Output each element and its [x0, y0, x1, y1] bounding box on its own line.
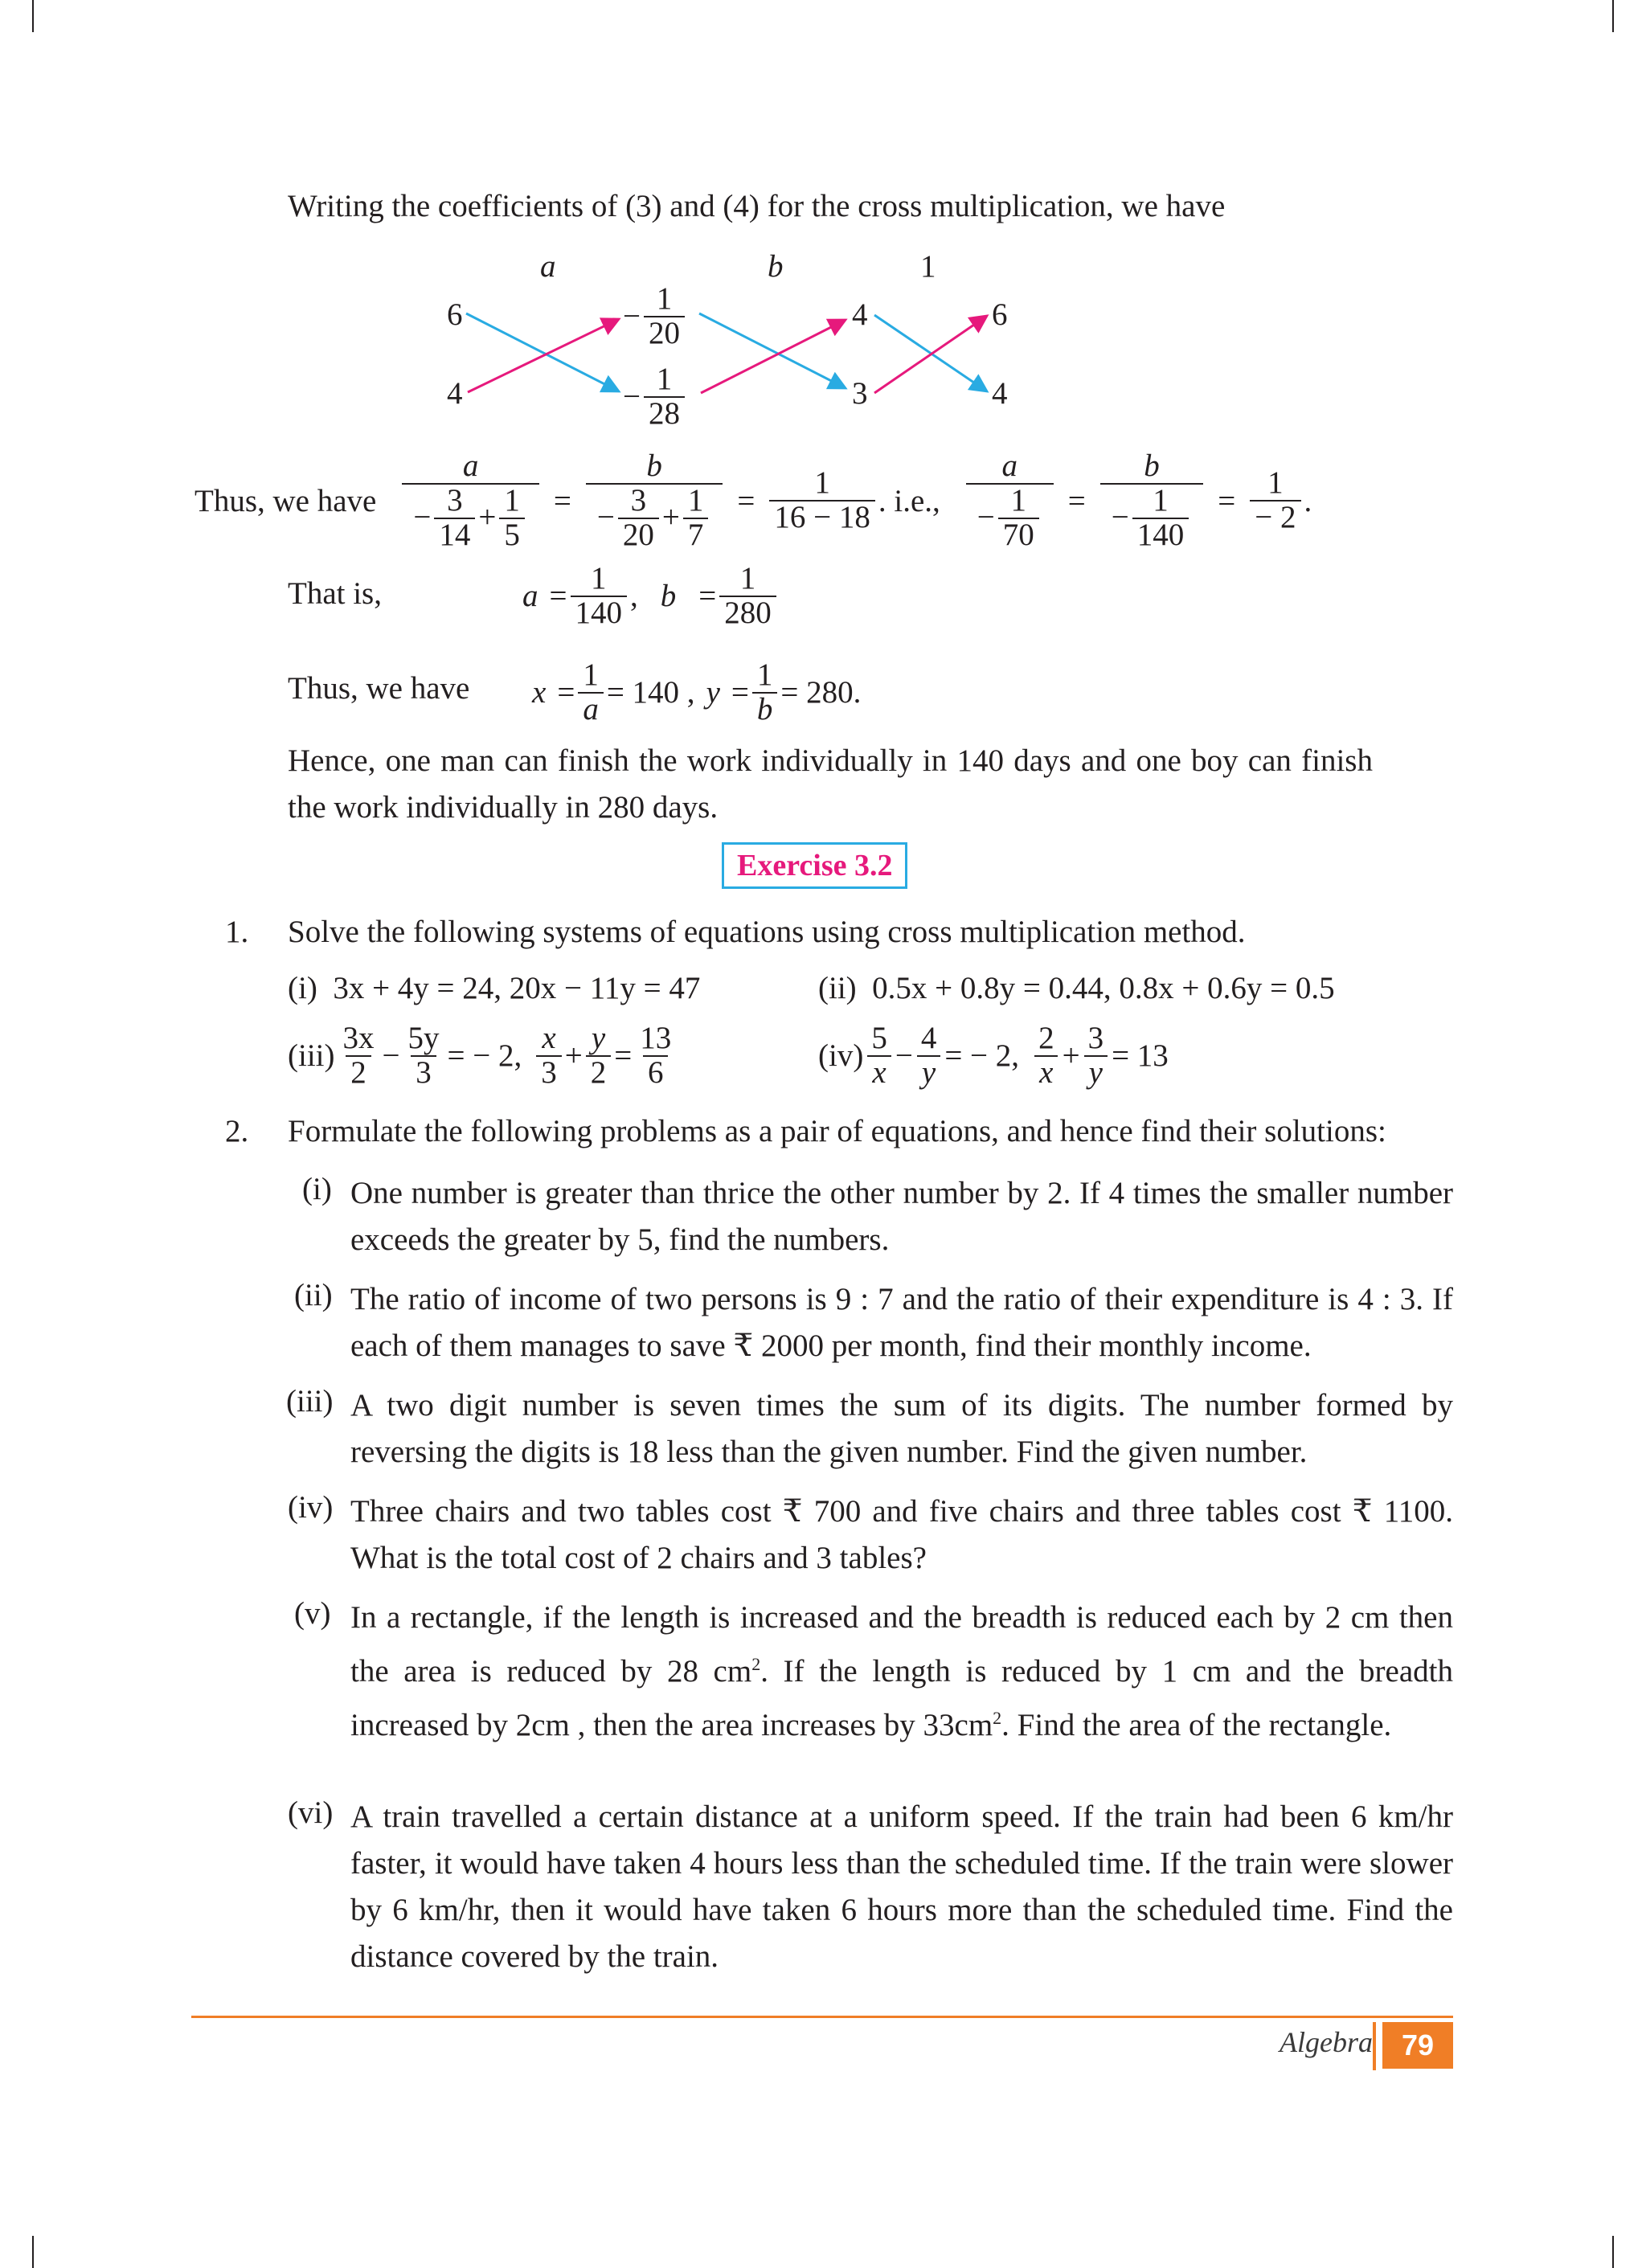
arrow-blue-2 [699, 313, 846, 388]
result-label: Thus, we have [288, 671, 470, 706]
ratio-f2: b − $\frac{3}{20}$ + $\frac{1}{7}$ [586, 450, 723, 552]
cross-arrows [0, 0, 1646, 450]
q2-iv-text: Three chairs and two tables cost ₹ 700 and five chairs and three tables cost ₹ 1100. What is the total cost of 2 chairs and 3 tables? [350, 1494, 1453, 1575]
q2-ii-text: The ratio of income of two persons is 9 : 7 and the ratio of their expenditure is 4 : 3. If each of them manages to save ₹ 2000 per month, find their monthly income. [350, 1282, 1453, 1363]
footer-subject: Algebra [1280, 2026, 1373, 2058]
result-equation: x = $\frac{1}{a}$ = 140 , y = $\frac{1}{b}$ = 280. [532, 657, 862, 727]
coef-d1: 6 [992, 297, 1008, 332]
footer-divider [1373, 2022, 1376, 2070]
that-is-label: That is, [288, 576, 382, 611]
header-b: b [768, 249, 784, 284]
crop-mark-bottom-left [0, 2236, 34, 2268]
coef-c1: 4 [852, 297, 868, 332]
q2-iii-text: A two digit number is seven times the sum of its digits. The number formed by reversing the digits is 18 less than the given number. Find the given number. [350, 1388, 1453, 1469]
coef-c2: 3 [852, 376, 868, 411]
footer-rule [191, 2016, 1453, 2018]
coef-d2: 4 [992, 376, 1008, 411]
ratio-g2: b − $\frac{1}{140}$ [1100, 450, 1204, 552]
ratio-lead: Thus, we have [194, 483, 377, 518]
q2-ii-label: (ii) [294, 1278, 333, 1312]
q2-vi-text: A train travelled a certain distance at a uniform speed. If the train had been 6 km/hr faster, it would have taken 4 hours less than the scheduled time. If the train were slower by 6 km/hr, then it would have taken 6 hours more than the scheduled time. Find the distance covered by the train. [350, 1799, 1453, 1974]
crop-mark-bottom-right [1612, 2236, 1646, 2268]
q1-text: Solve the following systems of equations using cross multiplication method. [288, 915, 1246, 949]
q2-v-label: (v) [294, 1596, 331, 1631]
q2-iv-label: (iv) [288, 1490, 334, 1525]
q2-v-text: In a rectangle, if the length is increased and the breadth is reduced each by 2 cm then the area is reduced by 28 $cm^2$. If the length is reduced by 1 cm and the breadth increased by 2cm , then the area increases by $33cm^2$. Find the area of the rectangle. [350, 1600, 1454, 1742]
q1-iii: (iii) 3x 2 − $\frac{5y}{3}$ = − 2, x 3 + $\frac{y}{2}$ = $\frac{13}{6}$ [288, 1021, 672, 1090]
q1-ii: (ii) 0.5x + 0.8y = 0.44, 0.8x + 0.6y = 0.5 [818, 971, 1335, 1005]
arrow-pink-1 [468, 319, 619, 392]
conclusion-paragraph: Hence, one man can finish the work individually in 140 days and one boy can finish the work individually in 280 days. [288, 743, 1373, 825]
coef-a2: 4 [447, 376, 463, 411]
ratio-g1: a − $\frac{1}{70}$ [966, 450, 1054, 552]
page-number: 79 [1382, 2022, 1453, 2069]
coef-b1: − $\frac{1}{20}$ [623, 283, 688, 350]
q1-iv: (iv) 5 x − $\frac{4}{y}$ = − 2, 2 x + $\frac{3}{y}$ = 13 [818, 1021, 1169, 1090]
q2-text: Formulate the following problems as a pair of equations, and hence find their solutions: [288, 1114, 1386, 1148]
q1-number: 1. [225, 915, 249, 949]
arrow-pink-2 [701, 320, 846, 393]
coef-a1: 6 [447, 297, 463, 332]
ratio-equation: Thus, we have a − $\frac{3}{14}$ + $\frac{1}{5}$ = b − $\frac{3}{20}$ + $\frac{1}{7}$ = 1 16 − 18 . i.e., a − $\frac{1}{70}$ = b − $\frac{1}{140}$ = 1 − 2 . [194, 448, 1312, 552]
arrow-blue-1 [466, 313, 619, 391]
ratio-f1: a − $\frac{3}{14}$ + $\frac{1}{5}$ [402, 450, 539, 552]
q2-vi-label: (vi) [288, 1795, 334, 1830]
ratio-f3: 1 16 − 18 [769, 467, 875, 534]
that-is-equation: a = $\frac{1}{140}$ , b = $\frac{1}{280}$ [522, 563, 780, 630]
q2-iii-label: (iii) [286, 1384, 334, 1419]
q2-i-text: One number is greater than thrice the other number by 2. If 4 times the smaller number exceeds the greater by 5, find the numbers. [350, 1176, 1453, 1257]
cross-multiplication-diagram [0, 0, 1646, 450]
coef-b2: − $\frac{1}{28}$ [623, 363, 688, 431]
q2-i-label: (i) [302, 1172, 332, 1206]
header-one: 1 [920, 249, 936, 284]
exercise-title: Exercise 3.2 [722, 842, 907, 889]
ratio-g3: 1 − 2 [1250, 467, 1300, 534]
header-a: a [540, 249, 556, 284]
q2-number: 2. [225, 1114, 249, 1148]
intro-text: Writing the coefficients of (3) and (4) for the cross multiplication, we have [288, 189, 1226, 223]
q1-i: (i) 3x + 4y = 24, 20x − 11y = 47 [288, 971, 701, 1005]
